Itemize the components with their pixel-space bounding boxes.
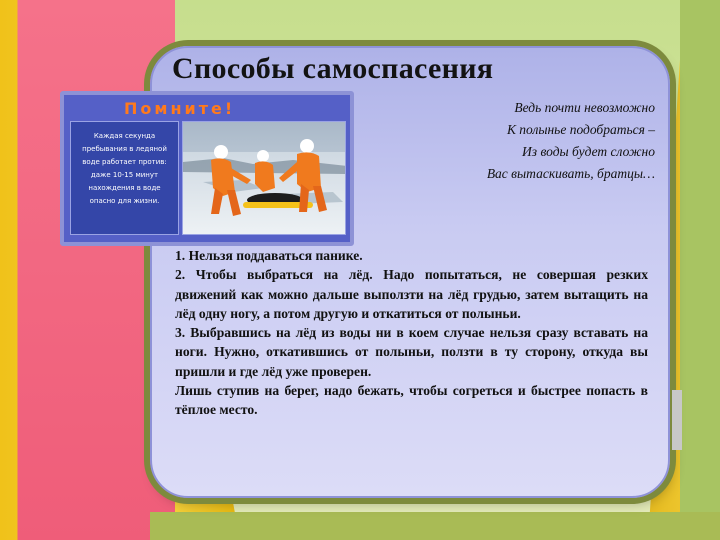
self-rescue-rules xyxy=(175,246,648,420)
background-green-right xyxy=(680,0,720,540)
poem-line: К полынье подобраться – xyxy=(506,122,655,137)
rule-item: 2. Чтобы выбраться на лёд. Надо попытаться, не совершая резких движений как можно дальше выползти на лёд грудью, затем вытащить на лёд одну ногу, а потом другую и откатиться от полыньи. xyxy=(175,267,648,321)
poster-header: Помните! xyxy=(124,99,236,118)
background-olive-bottom xyxy=(150,512,720,540)
poster-text: Каждая секунда пребывания в ледяной воде работает против: даже 10-15 минут нахождения в воде опасно для жизни. xyxy=(82,132,167,205)
rule-item: 1. Нельзя поддаваться панике. xyxy=(175,248,363,263)
poster-text-box xyxy=(70,121,179,235)
panel-side-accent xyxy=(672,390,682,450)
slide-title: Способы самоспасения xyxy=(172,52,494,85)
background-pink-band xyxy=(0,0,175,540)
rule-item: Лишь ступив на берег, надо бежать, чтобы согреться и быстрее попасть в тёплое место. xyxy=(175,383,648,418)
rescue-photo-illustration xyxy=(183,122,346,235)
poem-line: Ведь почти невозможно xyxy=(514,100,655,115)
poem-line: Вас вытаскивать, братцы… xyxy=(486,166,655,181)
poem-line: Из воды будет сложно xyxy=(522,144,655,159)
rule-item: 3. Выбравшись на лёд из воды ни в коем случае нельзя сразу вставать на ноги. Нужно, откатившись от полыньи, ползти в ту сторону, откуда вы пришли и где лёд уже проверен. xyxy=(175,325,648,379)
rescue-photo xyxy=(182,121,346,235)
poem-block xyxy=(395,97,655,185)
warning-poster xyxy=(60,91,354,246)
